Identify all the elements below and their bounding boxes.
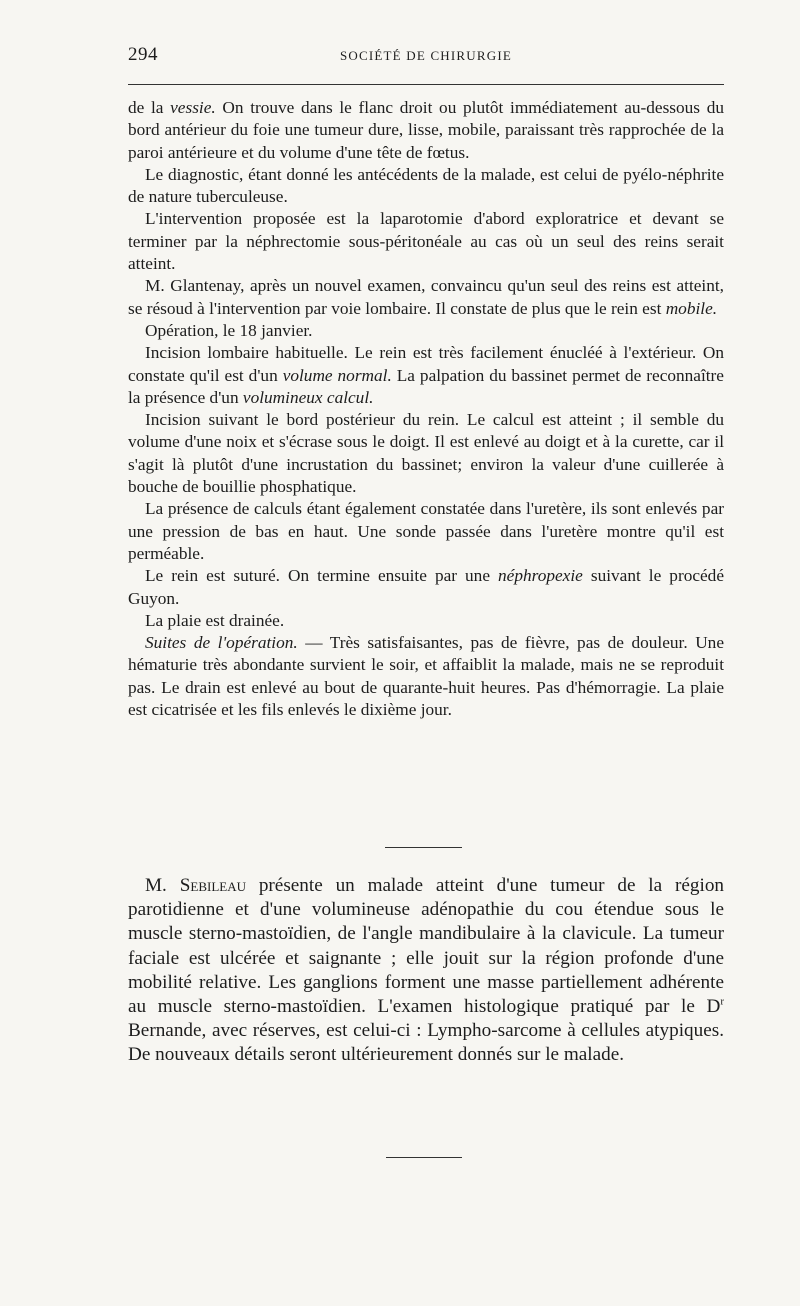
running-title: SOCIÉTÉ DE CHIRURGIE (339, 48, 513, 63)
italic-term: vessie. (170, 98, 216, 117)
page-header (128, 44, 724, 68)
page-number: 294 (128, 44, 158, 65)
surgeon-name: Sebileau (179, 875, 246, 896)
paragraph: M. Sebileau présente un malade atteint d'une tumeur de la région parotidienne et d'une volumineuse adénopathie du cou étendue sous le muscle sterno-mastoïdien, de l'angle mandibulaire à la clavicule. La tumeur faciale est ulcérée et saignante ; elle jouit sur la région profonde d'une mobilité relative. Les ganglions forment une masse partiellement adhérente au muscle sterno-mastoïdien. L'examen histologique pratiqué par le $D^r$ Bernande, avec réserves, est celui-ci : Lympho-sarcome à cellules atypiques. De nouveaux détails seront ultérieurement donnés sur le malade. (128, 875, 725, 1066)
section-heading: Suites de l'opération. (145, 633, 298, 653)
paragraph: La présence de calculs étant également constatée dans l'uretère, ils sont enlevés par une pression de bas en haut. Une sonde passée dans l'uretère montre qu'il est perméable. (128, 499, 724, 563)
paragraph: Le rein est suturé. On termine ensuite par une néphropexie suivant le procédé Guyon. (128, 566, 724, 608)
presentation-report (128, 874, 724, 1068)
italic-term: mobile. (665, 298, 718, 318)
italic-term: volumineux calcul. (242, 387, 374, 407)
header-rule (128, 84, 724, 85)
paragraph: L'intervention proposée est la laparotomie d'abord exploratrice et devant se terminer par la néphrectomie sous-péritonéale au cas où un seul des reins serait atteint. (128, 209, 724, 274)
paragraph: Incision lombaire habituelle. Le rein est très facilement énucléé à l'extérieur. On constate qu'il est d'un volume normal. La palpation du bassinet permet de reconnaître la présence d'un volumineux calcul. (128, 343, 724, 407)
paragraph: Suites de l'opération. — Très satisfaisantes, pas de fièvre, pas de douleur. Une hématurie très abondante survient le soir, et affaiblit la malade, mais ne se reproduit pas. Le drain est enlevé au bout de quarante-huit heures. Pas d'hémorragie. La plaie est cicatrisée et les fils enlevés le dixième jour. (128, 633, 724, 720)
paragraph: M. Glantenay, après un nouvel examen, convaincu qu'un seul des reins est atteint, se résoud à l'intervention par voie lombaire. Il constate de plus que le rein est mobile. (128, 276, 724, 318)
italic-term: néphropexie (498, 566, 583, 586)
paragraph: de la vessie. On trouve dans le flanc droit ou plutôt immédiatement au-dessous du bord antérieur du foie une tumeur dure, lisse, mobile, paraissant très rapprochée de la paroi antérieure et du volume d'une tête de fœtus. (128, 98, 724, 162)
section-divider (385, 847, 462, 848)
paragraph: La plaie est drainée. (145, 610, 285, 630)
paragraph: Opération, le 18 janvier. (145, 320, 313, 340)
italic-term: volume normal. (282, 365, 392, 385)
paragraph: Le diagnostic, étant donné les antécédents de la malade, est celui de pyélo-néphrite de nature tuberculeuse. (128, 164, 724, 207)
section-divider (386, 1157, 462, 1158)
paragraph: Incision suivant le bord postérieur du rein. Le calcul est atteint ; il semble du volume d'une noix et s'écrase sous le doigt. Il est enlevé au doigt et à la curette, car il s'agit là plutôt d'une incrustation du bassinet; environ la valeur d'une cuillerée à bouche de bouillie phosphatique. (128, 410, 724, 497)
case-report (128, 97, 724, 721)
